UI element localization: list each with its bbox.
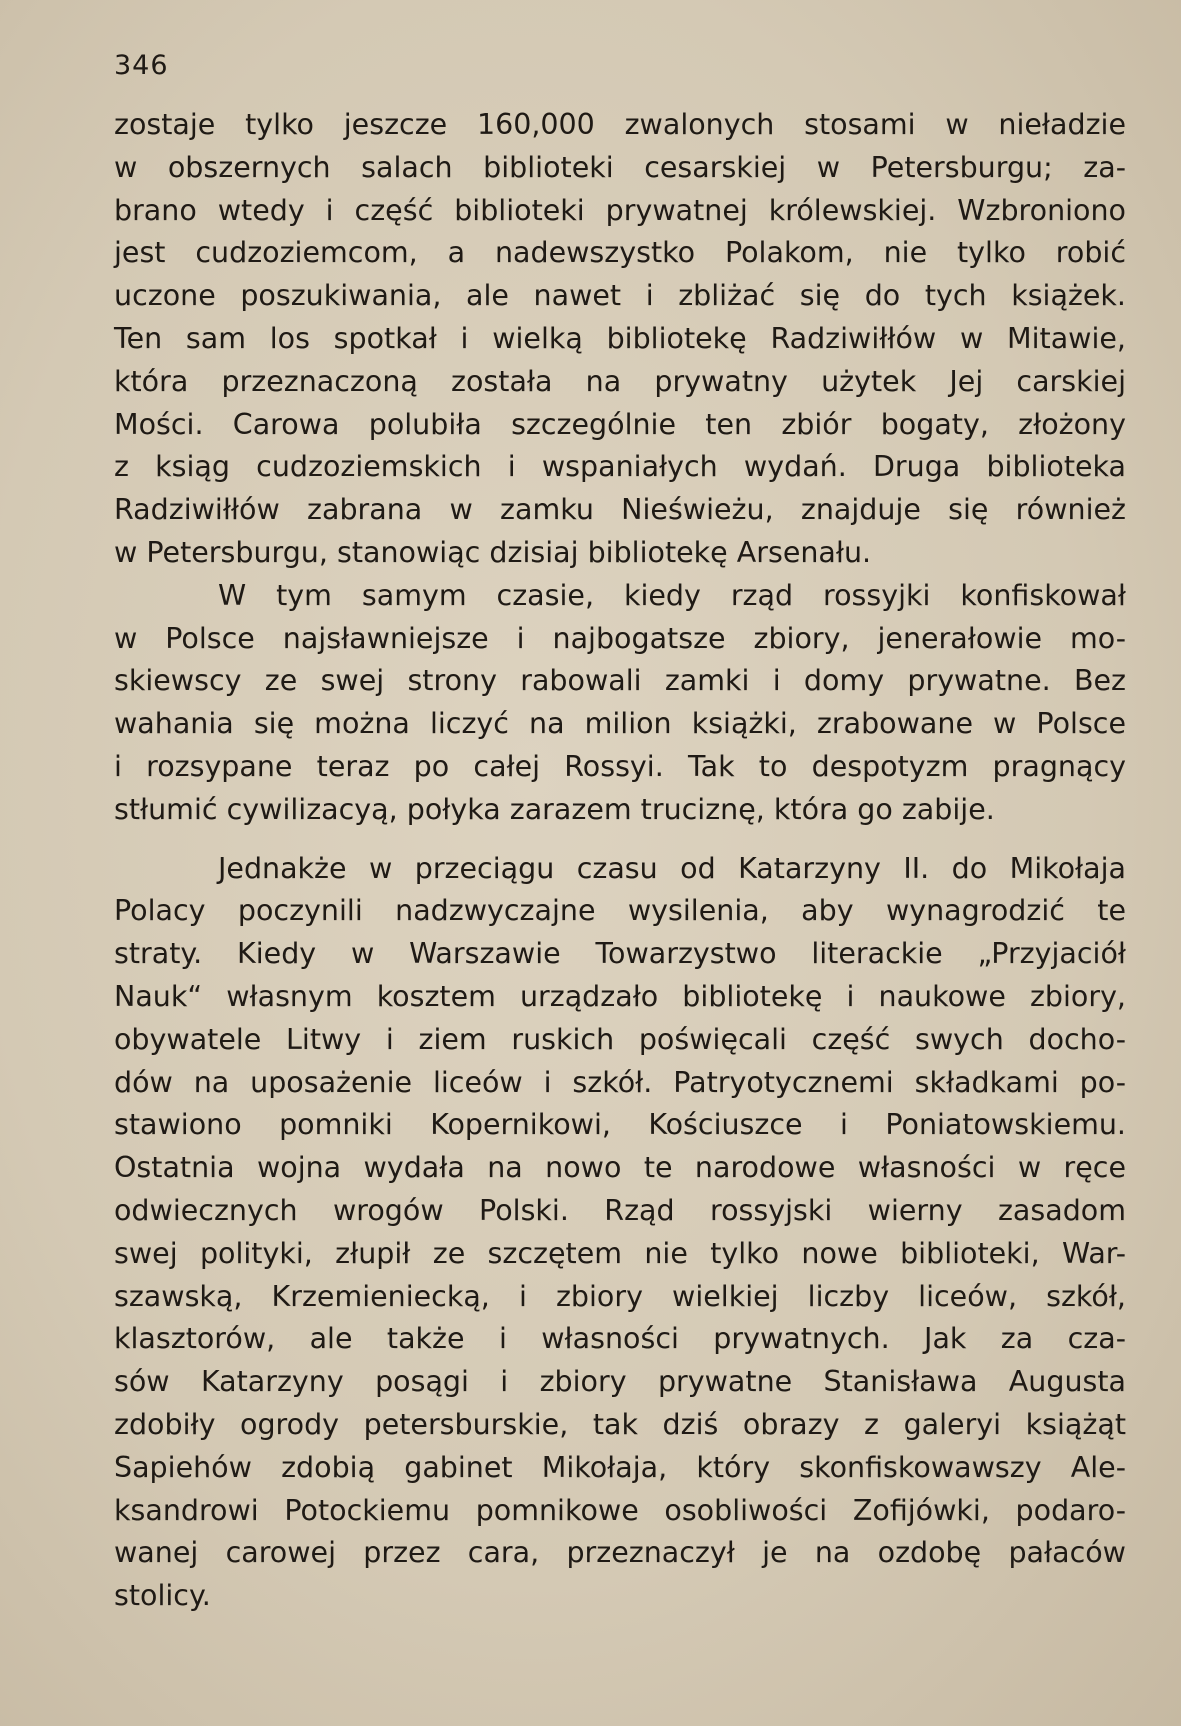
text-line: w Polsce najsławniejsze i najbogatsze zbiory, jenerałowie mo- [114,621,1126,655]
text-line: stolicy. [114,1579,211,1613]
text-line: stłumić cywilizacyą, połyka zarazem truciznę, która go zabije. [114,792,995,826]
text-line: uczone poszukiwania, ale nawet i zbliżać się do tych książek. [114,279,1126,313]
text-line: Polacy poczynili nadzwyczajne wysilenia, aby wynagrodzić te [114,894,1126,928]
paragraph [114,104,1126,575]
text-line: stawiono pomniki Kopernikowi, Kościuszce i Poniatowskiemu. [114,1108,1126,1142]
text-line: dów na uposażenie liceów i szkół. Patryotycznemi składkami po- [114,1065,1126,1099]
text-line: skiewscy ze swej strony rabowali zamki i domy prywatne. Bez [114,664,1126,698]
text-line: ksandrowi Potockiemu pomnikowe osobliwości Zofijówki, podaro- [114,1493,1126,1527]
text-line: straty. Kiedy w Warszawie Towarzystwo literackie „Przyjaciół [114,937,1126,971]
text-line: wahania się można liczyć na milion książki, zrabowane w Polsce [114,707,1126,741]
text-line: w obszernych salach biblioteki cesarskiej w Petersburgu; za- [114,150,1126,184]
text-line: Mości. Carowa polubiła szczególnie ten zbiór bogaty, złożony [114,407,1126,441]
text-line: Sapiehów zdobią gabinet Mikołaja, który skonfiskowawszy Ale- [114,1450,1126,1484]
text-line: Jednakże w przeciągu czasu od Katarzyny II. do Mikołaja [218,851,1126,885]
text-line: wanej carowej przez cara, przeznaczył je na ozdobę pałaców [114,1536,1126,1570]
paragraph [114,848,1126,1618]
text-line: i rozsypane teraz po całej Rossyi. Tak to despotyzm pragnący [114,749,1126,783]
text-line: z ksiąg cudzoziemskich i wspaniałych wydań. Druga biblioteka [114,450,1126,484]
text-line: brano wtedy i część biblioteki prywatnej królewskiej. Wzbroniono [114,193,1126,227]
text-line: w Petersburgu, stanowiąc dzisiaj bibliotekę Arsenału. [114,535,872,569]
body-text [114,104,1126,1618]
text-line: która przeznaczoną została na prywatny użytek Jej carskiej [114,364,1126,398]
text-line: Nauk“ własnym kosztem urządzało bibliotekę i naukowe zbiory, [114,979,1126,1013]
text-line: szawską, Krzemieniecką, i zbiory wielkiej liczby liceów, szkół, [114,1279,1126,1313]
text-line: Ten sam los spotkał i wielką bibliotekę Radziwiłłów w Mitawie, [114,321,1126,355]
page-number: 346 [114,50,169,81]
text-line: Ostatnia wojna wydała na nowo te narodowe własności w ręce [114,1151,1126,1185]
paragraph [114,575,1126,832]
text-line: obywatele Litwy i ziem ruskich poświęcali część swych docho- [114,1022,1126,1056]
text-line: zdobiły ogrody petersburskie, tak dziś obrazy z galeryi książąt [114,1407,1126,1441]
text-line: jest cudzoziemcom, a nadewszystko Polakom, nie tylko robić [114,236,1126,270]
text-line: zostaje tylko jeszcze 160,000 zwalonych stosami w nieładzie [114,108,1126,141]
text-line: sów Katarzyny posągi i zbiory prywatne Stanisława Augusta [114,1365,1126,1399]
paragraph-gap [114,832,1126,848]
text-line: W tym samym czasie, kiedy rząd rossyjki konfiskował [218,578,1126,612]
text-line: Radziwiłłów zabrana w zamku Nieświeżu, znajduje się również [114,493,1126,527]
text-line: klasztorów, ale także i własności prywatnych. Jak za cza- [114,1322,1126,1356]
text-line: odwiecznych wrogów Polski. Rząd rossyjski wierny zasadom [114,1193,1126,1227]
text-line: swej polityki, złupił ze szczętem nie tylko nowe biblioteki, War- [114,1236,1126,1270]
